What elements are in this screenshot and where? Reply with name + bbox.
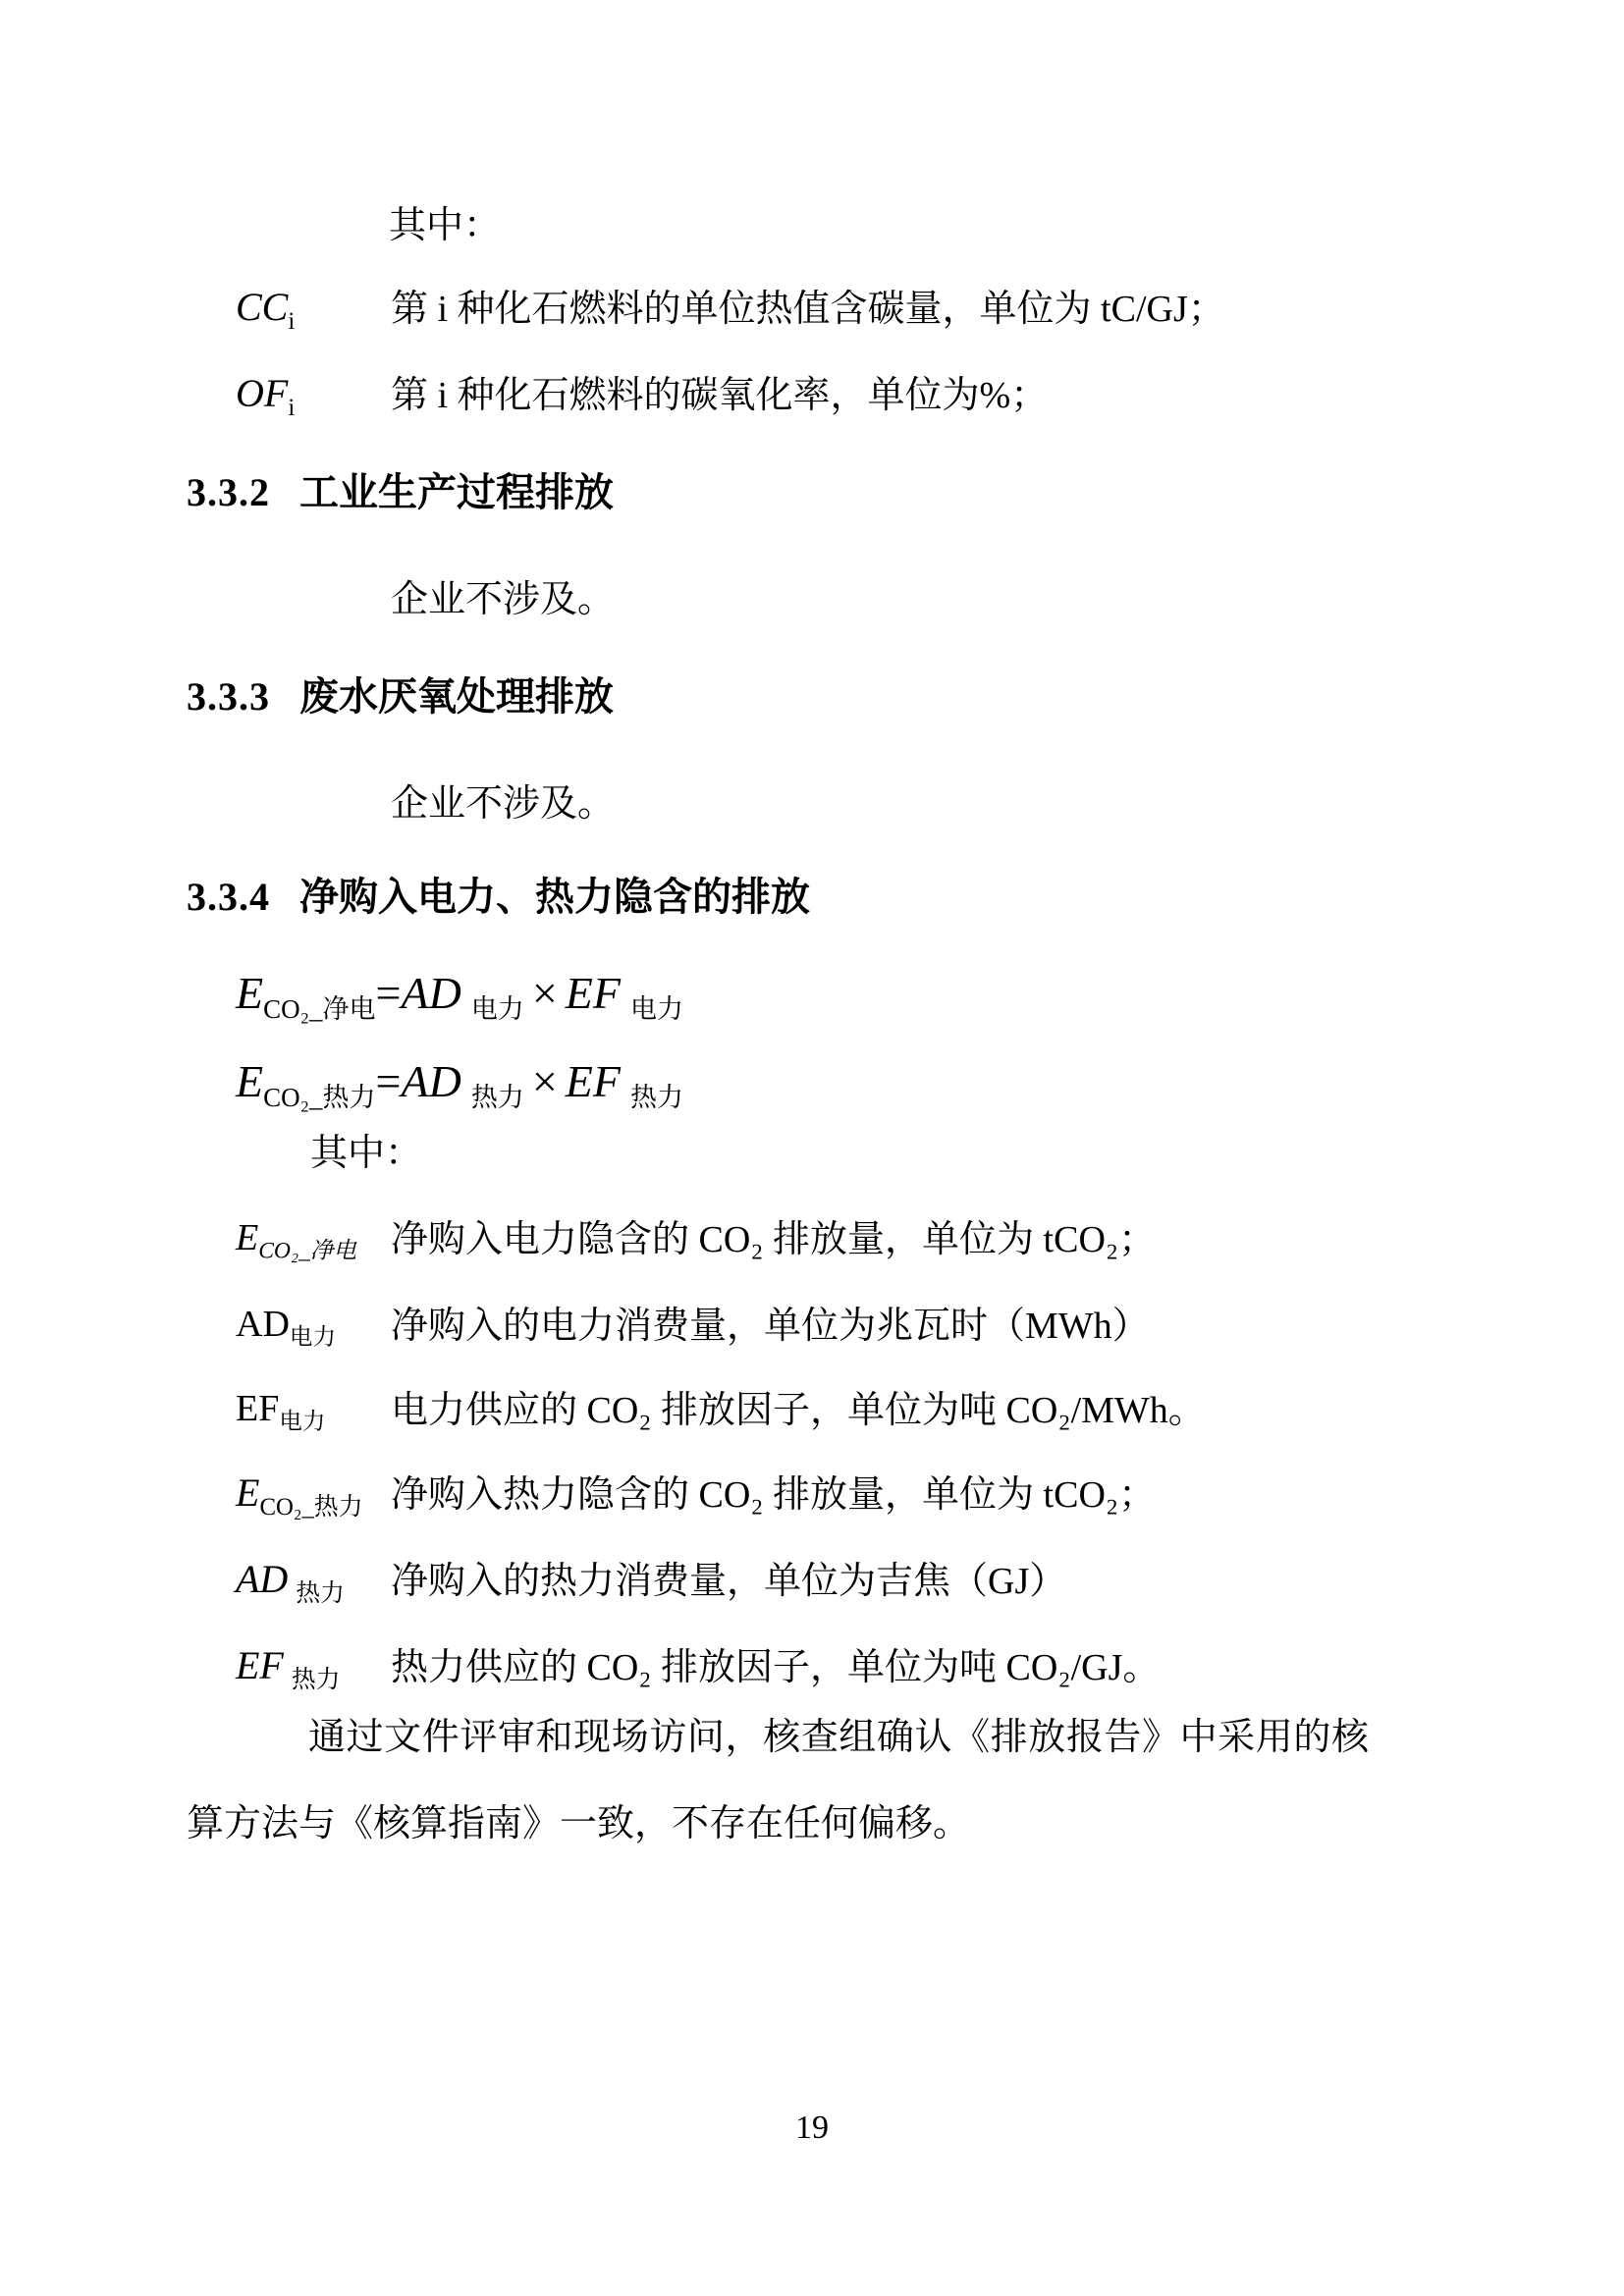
equals-operator: = (375, 968, 402, 1018)
definition-description: 第 i 种化石燃料的单位热值含碳量，单位为 tC/GJ； (391, 289, 1225, 330)
emission-formula-heat (236, 1054, 683, 1113)
section-title: 净购入电力、热力隐含的排放 (299, 875, 810, 919)
page-number: 19 (795, 2109, 829, 2146)
multiply-operator: × (531, 968, 558, 1018)
formula-variable-subscript: CO₂_热力 (263, 1083, 376, 1113)
definition-description: 净购入的电力消费量，单位为兆瓦时（MWh） (391, 1306, 1150, 1347)
section-number: 3.3.2 (187, 470, 270, 514)
formula-variable-main: AD (401, 1056, 461, 1106)
formula-variable-ad (401, 968, 524, 1025)
definition-term-main: AD (236, 1304, 290, 1345)
definition-term-subscript: 热力 (291, 1667, 341, 1693)
definition-term-main: OF (236, 371, 289, 415)
equals-operator: = (375, 1056, 402, 1106)
formula-variable-subscript: 电力 (629, 994, 683, 1025)
definition-term (236, 1468, 363, 1521)
section-heading-332 (187, 467, 614, 518)
definition-term (236, 1213, 356, 1262)
definition-term (236, 1300, 336, 1349)
definition-description: 电力供应的 CO₂ 排放因子，单位为吨 CO₂/MWh。 (391, 1390, 1206, 1431)
formula-variable-main: E (236, 968, 264, 1018)
formula-variable-main: EF (565, 968, 621, 1018)
definition-term-main: EF (236, 1643, 284, 1687)
definition-description: 净购入热力隐含的 CO₂ 排放量，单位为 tCO₂； (391, 1474, 1157, 1516)
definition-term-main: CC (236, 285, 289, 329)
section-body-332: 企业不涉及。 (391, 579, 616, 620)
section-number: 3.3.4 (187, 875, 270, 919)
definition-description: 热力供应的 CO₂ 排放因子，单位为吨 CO₂/GJ。 (391, 1647, 1161, 1688)
definition-term-subscript: i (288, 308, 296, 335)
section-title: 废水厌氧处理排放 (299, 674, 614, 719)
formula-variable-main: EF (565, 1056, 621, 1106)
definition-description: 净购入电力隐含的 CO₂ 排放量，单位为 tCO₂； (391, 1219, 1157, 1260)
formula-variable-main: E (236, 1056, 264, 1106)
section-heading-333 (187, 671, 614, 722)
where-label-1: 其中： (389, 205, 502, 246)
section-body-333: 企业不涉及。 (391, 783, 616, 825)
definition-term-main: EF (236, 1388, 280, 1429)
definition-term-main: E (236, 1470, 260, 1515)
formula-variable-ef (565, 968, 683, 1025)
multiply-operator: × (531, 1056, 558, 1106)
formula-variable-subscript: 电力 (470, 994, 524, 1025)
definition-term-of (236, 369, 296, 421)
definition-term-subscript: CO₂_热力 (259, 1494, 363, 1521)
formula-variable-main: AD (401, 968, 461, 1018)
definition-term (236, 1384, 325, 1433)
definition-term (236, 1641, 341, 1693)
section-title: 工业生产过程排放 (299, 470, 614, 514)
definition-term-subscript: 电力 (289, 1324, 336, 1351)
closing-paragraph: 通过文件评审和现场访问，核查组确认《排放报告》中采用的核算方法与《核算指南》一致，不存在任何偏移。 (187, 1717, 1369, 1844)
formula-variable-ad (401, 1056, 524, 1113)
formula-variable-subscript: 热力 (470, 1083, 524, 1113)
section-number: 3.3.3 (187, 674, 270, 719)
definition-description: 第 i 种化石燃料的碳氧化率，单位为%； (391, 375, 1049, 416)
formula-variable-e (236, 1056, 376, 1113)
definition-term-subscript: 电力 (279, 1409, 326, 1435)
formula-variable-e (236, 968, 376, 1025)
emission-formula-electricity (236, 966, 683, 1025)
definition-term-subscript: 热力 (296, 1580, 345, 1607)
definition-term-main: AD (236, 1557, 289, 1601)
definition-term (236, 1555, 345, 1607)
definition-term-main: E (236, 1217, 259, 1258)
definition-term-subscript: i (288, 395, 296, 421)
definition-description: 净购入的热力消费量，单位为吉焦（GJ） (391, 1561, 1067, 1602)
definition-term-subscript: CO₂_净电 (258, 1238, 356, 1264)
formula-variable-subscript: 热力 (629, 1083, 683, 1113)
section-heading-334 (187, 872, 810, 923)
formula-variable-subscript: CO₂_净电 (263, 994, 376, 1025)
where-label-2: 其中： (310, 1133, 423, 1174)
definition-term-cc (236, 283, 296, 335)
formula-variable-ef (565, 1056, 683, 1113)
